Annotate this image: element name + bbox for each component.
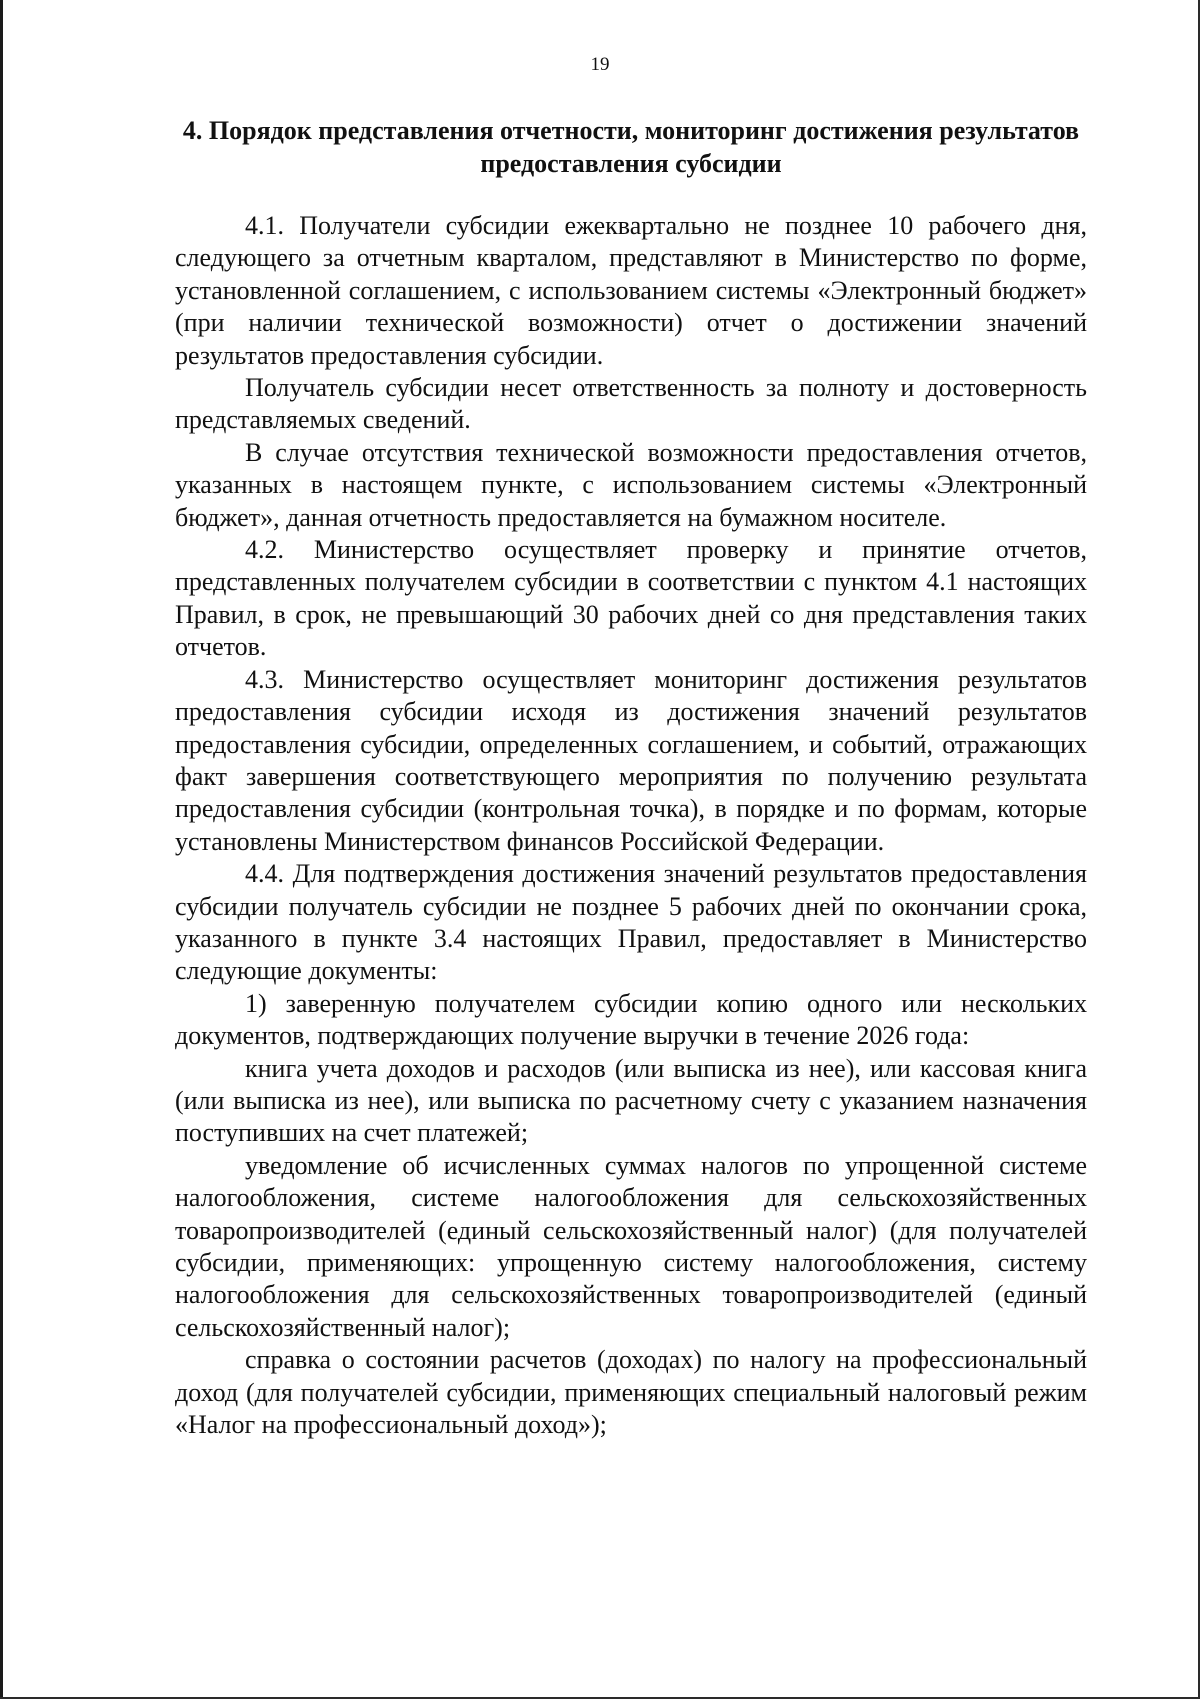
paragraph-tax-notice: уведомление об исчисленных суммах налогов по упрощенной системе налогообложения, системе налогообложения для сельскохозяйственных товаропроизводителей (единый сельскохозяйственный налог) (для получателей субсидии, применяющих: упрощенную систему налогообложения, систему налогообложения для сельскохозяйственных товаропроизводителей (единый сельскохозяйственный налог); (175, 1150, 1087, 1342)
paragraph-4-2: 4.2. Министерство осуществляет проверку и принятие отчетов, представленных получателем субсидии в соответствии с пунктом 4.1 настоящих Правил, в срок, не превышающий 30 рабочих дней со дня представления таких отчетов. (175, 535, 1087, 662)
body-text (175, 210, 1087, 1441)
paragraph-4-1: 4.1. Получатели субсидии ежеквартально не позднее 10 рабочего дня, следующего за отчетным кварталом, представляют в Министерство по форме, установленной соглашением, с использованием системы «Электронный бюджет» (при наличии технической возможности) отчет о достижении значений результатов предоставления субсидии. (175, 211, 1087, 370)
paragraph-item-1: 1) заверенную получателем субсидии копию одного или нескольких документов, подтверждающих получение выручки в течение 2026 года: (175, 988, 1087, 1051)
section-title: 4. Порядок представления отчетности, мониторинг достижения результатов предоставления субсидии (182, 116, 1080, 178)
paragraph-4-3: 4.3. Министерство осуществляет мониторинг достижения результатов предоставления субсидии исходя из достижения значений результатов предоставления субсидии, определенных соглашением, и событий, отражающих факт завершения соответствующего мероприятия по получению результата предоставления субсидии (контрольная точка), в порядке и по формам, которые установлены Министерством финансов Российской Федерации. (175, 664, 1087, 856)
paragraph-responsibility: Получатель субсидии несет ответственность за полноту и достоверность представляемых сведений. (175, 373, 1087, 435)
paragraph-professional-income: справка о состоянии расчетов (доходах) по налогу на профессиональный доход (для получателей субсидии, применяющих специальный налоговый режим «Налог на профессиональный доход»); (175, 1345, 1087, 1440)
scan-edge-left (0, 0, 3, 1699)
page-number: 19 (590, 54, 610, 75)
paragraph-4-4: 4.4. Для подтверждения достижения значений результатов предоставления субсидии получатель субсидии не позднее 5 рабочих дней по окончании срока, указанного в пункте 3.4 настоящих Правил, предоставляет в Министерство следующие документы: (175, 859, 1087, 986)
paragraph-income-book: книга учета доходов и расходов (или выписка из нее), или кассовая книга (или выписка из нее), или выписка по расчетному счету с указанием назначения поступивших на счет платежей; (175, 1053, 1087, 1148)
paragraph-paper-report: В случае отсутствия технической возможности предоставления отчетов, указанных в настоящем пункте, с использованием системы «Электронный бюджет», данная отчетность предоставляется на бумажном носителе. (175, 437, 1087, 532)
